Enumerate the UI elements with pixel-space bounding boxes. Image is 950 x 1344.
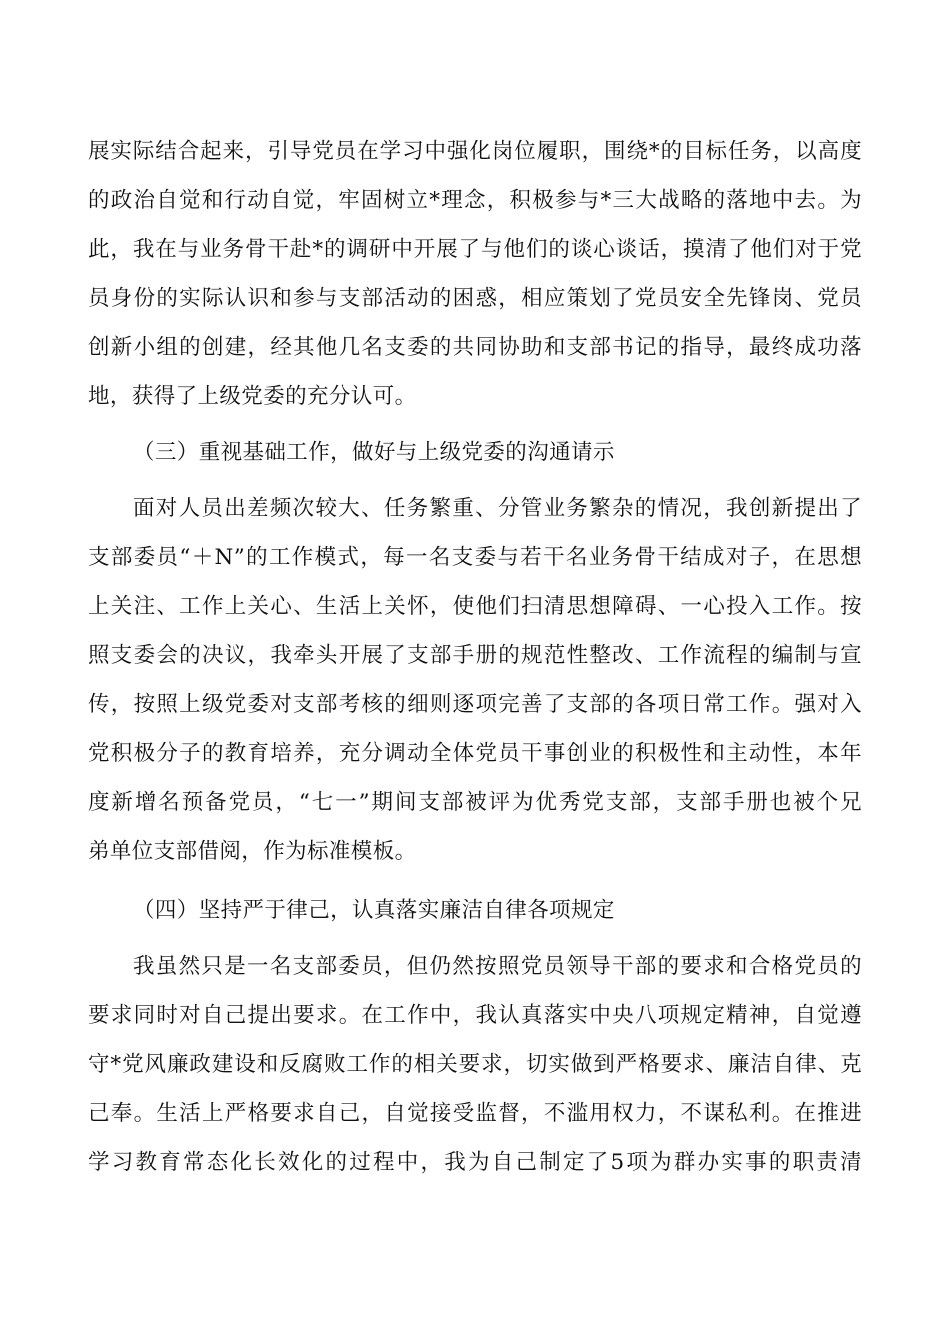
section-heading-3: （三）重视基础工作，做好与上级党委的沟通请示 bbox=[133, 440, 615, 465]
paragraph-2-line-6: 党积极分子的教育培养，充分调动全体党员干事创业的积极性和主动性，本年 bbox=[88, 741, 862, 766]
paragraph-2-line-2: 支部委员“＋N”的工作模式，每一名支委与若干名业务骨干结成对子，在思想 bbox=[88, 545, 862, 570]
paragraph-2-line-7: 度新增名预备党员，“七一”期间支部被评为优秀党支部，支部手册也被个兄 bbox=[88, 790, 862, 815]
paragraph-1-line-1: 展实际结合起来，引导党员在学习中强化岗位履职，围绕*的目标任务，以高度 bbox=[88, 139, 862, 164]
paragraph-3-line-2: 要求同时对自己提出要求。在工作中，我认真落实中央八项规定精神，自觉遵 bbox=[88, 1003, 862, 1028]
paragraph-2-line-4: 照支委会的决议，我牵头开展了支部手册的规范性整改、工作流程的编制与宣 bbox=[88, 643, 862, 668]
paragraph-3-line-5: 学习教育常态化长效化的过程中，我为自己制定了5项为群办实事的职责清 bbox=[88, 1150, 862, 1175]
paragraph-1-line-5: 创新小组的创建，经其他几名支委的共同协助和支部书记的指导，最终成功落 bbox=[88, 335, 862, 360]
paragraph-1-line-3: 此，我在与业务骨干赴*的调研中开展了与他们的谈心谈话，摸清了他们对于党 bbox=[88, 237, 862, 262]
paragraph-2-line-8: 弟单位支部借阅，作为标准模板。 bbox=[88, 839, 417, 864]
paragraph-1-line-4: 员身份的实际认识和参与支部活动的困惑，相应策划了党员安全先锋岗、党员 bbox=[88, 286, 862, 311]
paragraph-3-line-1: 我虽然只是一名支部委员，但仍然按照党员领导干部的要求和合格党员的 bbox=[133, 954, 862, 979]
paragraph-2-line-3: 上关注、工作上关心、生活上关怀，使他们扫清思想障碍、一心投入工作。按 bbox=[88, 594, 862, 619]
paragraph-1-line-2: 的政治自觉和行动自觉，牢固树立*理念，积极参与*三大战略的落地中去。为 bbox=[88, 188, 862, 213]
paragraph-3-line-3: 守*党风廉政建设和反腐败工作的相关要求，切实做到严格要求、廉洁自律、克 bbox=[88, 1052, 862, 1077]
paragraph-2-line-5: 传，按照上级党委对支部考核的细则逐项完善了支部的各项日常工作。强对入 bbox=[88, 692, 862, 717]
paragraph-1-line-6: 地，获得了上级党委的充分认可。 bbox=[88, 384, 417, 409]
paragraph-2-line-1: 面对人员出差频次较大、任务繁重、分管业务繁杂的情况，我创新提出了 bbox=[133, 496, 862, 521]
paragraph-3-line-4: 己奉。生活上严格要求自己，自觉接受监督，不滥用权力，不谋私利。在推进 bbox=[88, 1101, 862, 1126]
section-heading-4: （四）坚持严于律己，认真落实廉洁自律各项规定 bbox=[133, 898, 615, 923]
